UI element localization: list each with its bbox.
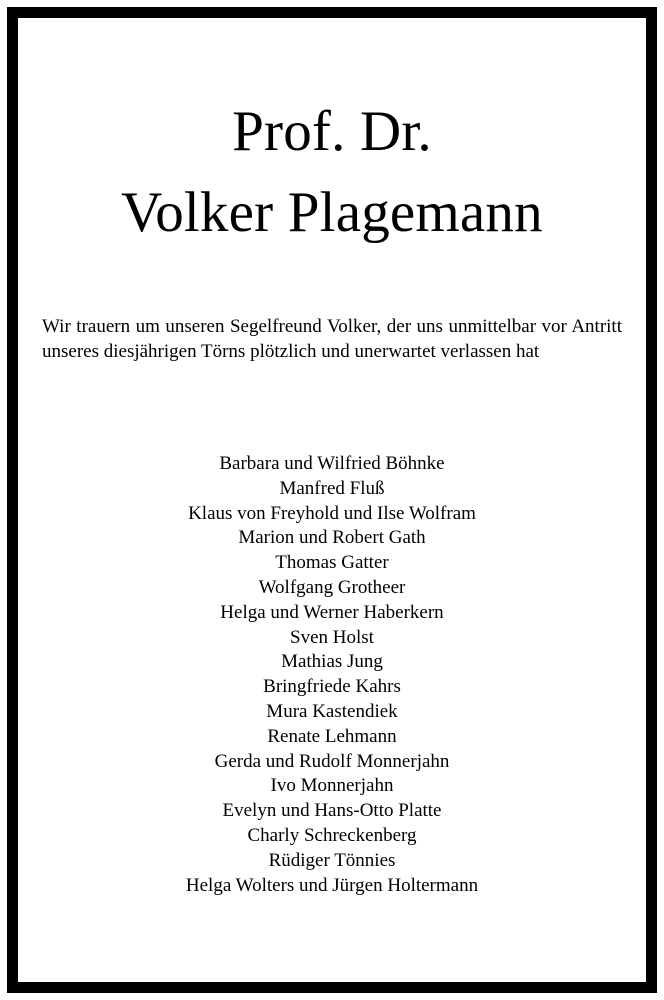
mourner-name: Marion und Robert Gath xyxy=(238,527,426,549)
mourner-name: Sven Holst xyxy=(290,626,374,648)
mourner-name: Mura Kastendiek xyxy=(266,700,398,722)
mourner-name: Barbara und Wilfried Böhnke xyxy=(219,453,445,474)
mourner-name: Helga und Werner Haberkern xyxy=(220,601,444,623)
mourner-name: Evelyn und Hans-Otto Platte xyxy=(222,800,442,822)
mourner-name: Renate Lehmann xyxy=(267,725,397,747)
mourner-name: Thomas Gatter xyxy=(275,552,389,574)
mourner-name: Wolfgang Grotheer xyxy=(258,576,406,598)
mourner-name: Bringfriede Kahrs xyxy=(263,676,401,698)
mourner-name: Mathias Jung xyxy=(281,651,383,673)
mourner-name: Klaus von Freyhold und Ilse Wolfram xyxy=(188,502,476,524)
mourner-name: Charly Schreckenberg xyxy=(247,824,417,846)
title-line-2: Volker Plagemann xyxy=(121,181,543,244)
mourner-name: Manfred Fluß xyxy=(279,477,385,499)
mourner-name: Gerda und Rudolf Monnerjahn xyxy=(214,750,450,772)
mourner-name: Rüdiger Tönnies xyxy=(268,849,396,871)
mourner-name: Ivo Monnerjahn xyxy=(270,775,394,797)
mourner-name: Helga Wolters und Jürgen Holtermann xyxy=(185,874,479,896)
mourner-list xyxy=(0,452,664,898)
condolence-message: Wir trauern um unseren Segelfreund Volker, der uns unmittelbar vor Antritt unseres diesjährigen Törns plötzlich und unerwartet verlassen hat xyxy=(42,316,622,362)
title-line-1: Prof. Dr. xyxy=(232,100,432,163)
